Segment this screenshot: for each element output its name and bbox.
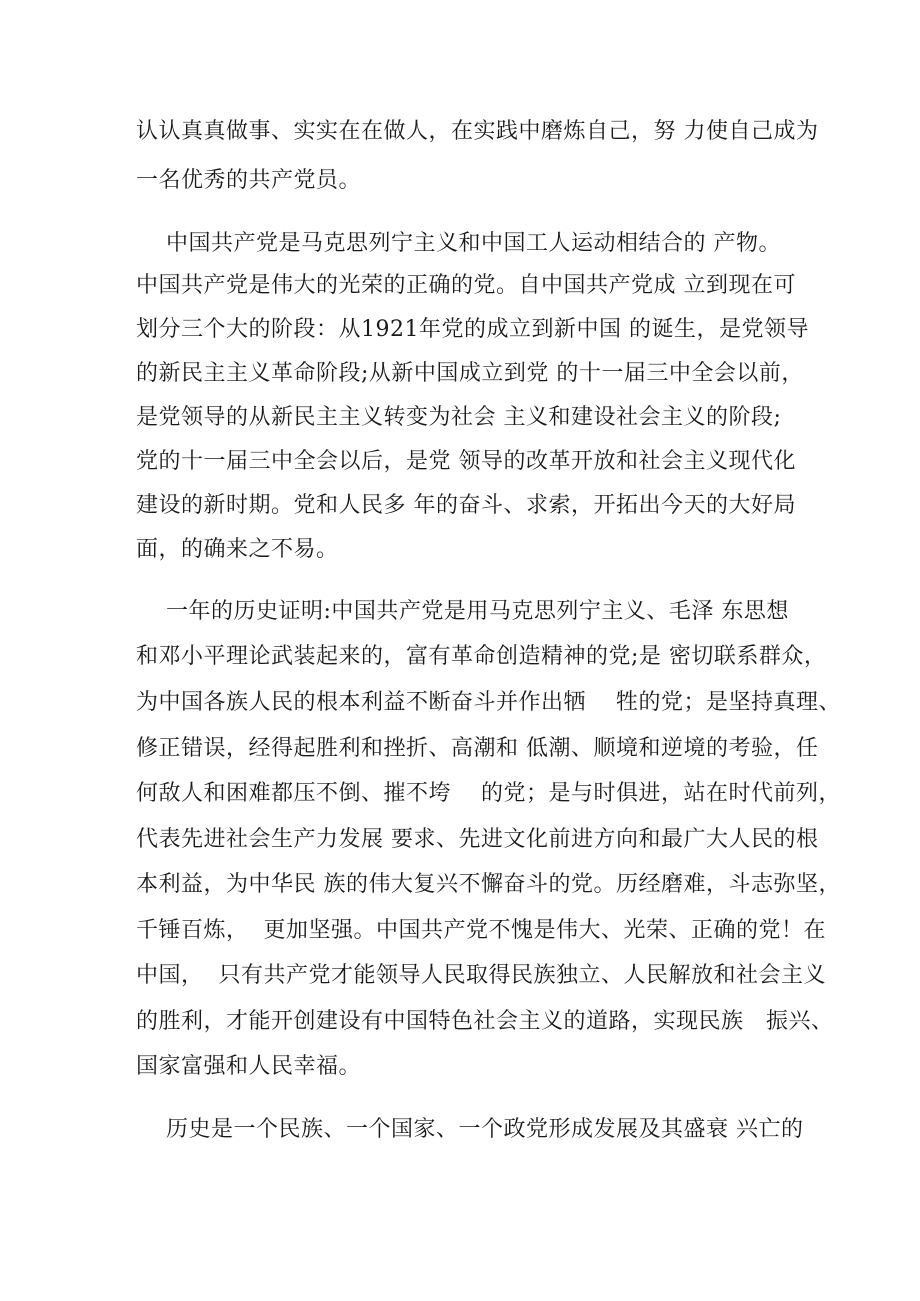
- text-line: 国家富强和人民幸福。: [136, 1054, 362, 1079]
- text-line: 中国共产党是马克思列宁主义和中国工人运动相结合的 产物。: [136, 231, 781, 256]
- text-line: 代表先进社会生产力发展 要求、先进文化前进方向和最广大人民的根: [136, 827, 819, 852]
- text-line: 何敌人和困难都压不倒、摧不垮 的党；是与时俱进，站在时代前列，: [136, 781, 841, 806]
- text-line: 面，的确来之不易。: [136, 537, 339, 562]
- text-line: 中国共产党是伟大的光荣的正确的党。自中国共产党成 立到现在可: [136, 273, 796, 298]
- text-line: 认认真真做事、实实在在做人，在实践中磨炼自己，努 力使自己成为: [136, 119, 819, 144]
- text-line: 是党领导的从新民主主义转变为社会 主义和建设社会主义的阶段;: [136, 405, 782, 430]
- text-line: 一年的历史证明:中国共产党是用马克思列宁主义、毛泽 东思想: [136, 599, 789, 624]
- text-line: 本利益，为中华民 族的伟大复兴不懈奋斗的党。历经磨难，斗志弥坚，: [136, 872, 841, 897]
- text-line: 中国， 只有共产党才能领导人民取得民族独立、人民解放和社会主义: [136, 963, 826, 988]
- text-line: 一名优秀的共产党员。: [136, 168, 362, 193]
- text-line: 的新民主主义革命阶段;从新中国成立到党 的十一届三中全会以前，: [136, 361, 804, 386]
- text-line: 的胜利，才能开创建设有中国特色社会主义的道路，实现民族 振兴、: [136, 1009, 834, 1034]
- text-line: 修正错误，经得起胜利和挫折、高潮和 低潮、顺境和逆境的考验，任: [136, 736, 819, 761]
- text-line: 为中国各族人民的根本利益不断奋斗并作出牺 牲的党；是坚持真理、: [136, 690, 841, 715]
- text-line: 党的十一届三中全会以后，是党 领导的改革开放和社会主义现代化: [136, 449, 796, 474]
- text-line: 和邓小平理论武装起来的，富有革命创造精神的党;是 密切联系群众，: [136, 644, 827, 669]
- text-line: 建设的新时期。党和人民多 年的奋斗、求索，开拓出今天的大好局: [136, 493, 796, 518]
- text-line: 划分三个大的阶段：从1921年党的成立到新中国 的诞生，是党领导: [136, 317, 809, 342]
- text-line: 千锤百炼， 更加坚强。中国共产党不愧是伟大、光荣、正确的党！在: [136, 918, 826, 943]
- text-line: 历史是一个民族、一个国家、一个政党形成发展及其盛衰 兴亡的: [136, 1117, 804, 1142]
